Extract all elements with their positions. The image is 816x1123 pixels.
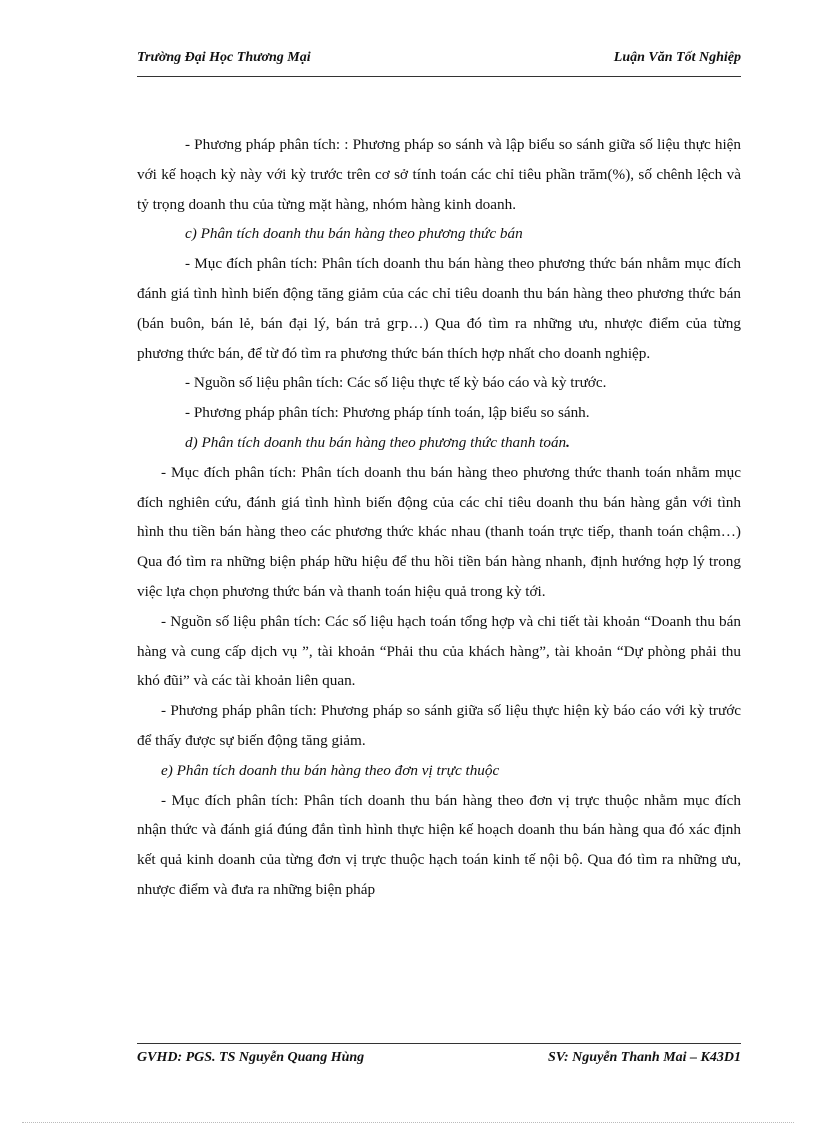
section-heading-d: [137, 428, 741, 458]
section-heading-e: e) Phân tích doanh thu bán hàng theo đơn vị trực thuộc: [161, 761, 500, 779]
header-doc-type: Luận Văn Tốt Nghiệp: [613, 50, 741, 65]
section-heading-c: c) Phân tích doanh thu bán hàng theo phương thức bán: [185, 225, 523, 243]
footer-student: SV: Nguyễn Thanh Mai – K43D1: [547, 1050, 741, 1065]
page-footer: [137, 1043, 741, 1074]
document-body: [137, 130, 741, 905]
paragraph: - Phương pháp phân tích: Phương pháp so sánh giữa số liệu thực hiện kỳ báo cáo với kỳ trước để thấy được sự biến động tăng giảm.: [137, 702, 741, 749]
section-heading-d-text: d) Phân tích doanh thu bán hàng theo phương thức thanh toán: [185, 433, 567, 451]
paragraph: - Nguồn số liệu phân tích: Các số liệu thực tế kỳ báo cáo và kỳ trước.: [185, 374, 607, 392]
footer-supervisor: GVHD: PGS. TS Nguyễn Quang Hùng: [137, 1050, 365, 1065]
section-heading-d-dot: .: [566, 433, 570, 451]
paragraph: - Nguồn số liệu phân tích: Các số liệu hạch toán tổng hợp và chi tiết tài khoản “Doanh thu bán hàng và cung cấp dịch vụ ”, tài khoản “Phải thu của khách hàng”, tài khoản “Dự phòng phải thu khó đũi” và các tài khoản liên quan.: [137, 612, 741, 690]
paragraph: - Mục đích phân tích: Phân tích doanh thu bán hàng theo phương thức thanh toán nhằm mục đích nghiên cứu, đánh giá tình hình biến động của các chỉ tiêu doanh thu bán hàng gắn với tình hình thu tiền bán hàng theo các phương thức khác nhau (thanh toán trực tiếp, thanh toán chậm…) Qua đó tìm ra những biện pháp hữu hiệu để thu hồi tiền bán hàng nhanh, định hướng hợp lý trong việc lựa chọn phương thức bán và thanh toán hiệu quả trong kỳ tới.: [137, 463, 741, 600]
paragraph: - Phương pháp phân tích: : Phương pháp so sánh và lập biểu so sánh giữa số liệu thực hiện với kế hoạch kỳ này với kỳ trước trên cơ sở tính toán các chỉ tiêu phần trăm(%), số chênh lệch và tỷ trọng doanh thu của từng mặt hàng, nhóm hàng kinh doanh.: [137, 136, 741, 213]
paragraph: - Phương pháp phân tích: Phương pháp tính toán, lập biểu so sánh.: [185, 404, 590, 422]
page-header: [137, 50, 741, 77]
header-school: Trường Đại Học Thương Mại: [137, 50, 311, 65]
paragraph: - Mục đích phân tích: Phân tích doanh thu bán hàng theo phương thức bán nhằm mục đích đánh giá tình hình biến động tăng giảm của các chỉ tiêu doanh thu bán hàng theo phương thức bán (bán buôn, bán lẻ, bán đại lý, bán trả gгр…) Qua đó tìm ra những ưu, nhược điểm của từng phương thức bán, để từ đó tìm ra phương thức bán thích hợp nhất cho doanh nghiệp.: [137, 255, 741, 362]
paragraph: - Mục đích phân tích: Phân tích doanh thu bán hàng theo đơn vị trực thuộc nhằm mục đích nhận thức và đánh giá đúng đắn tình hình thực hiện kế hoạch doanh thu bán hàng qua đó xác định kết quả kinh doanh của từng đơn vị trực thuộc hạch toán kinh tế nội bộ. Qua đó tìm ra những ưu, nhược điểm và đưa ra những biện pháp: [137, 791, 741, 898]
